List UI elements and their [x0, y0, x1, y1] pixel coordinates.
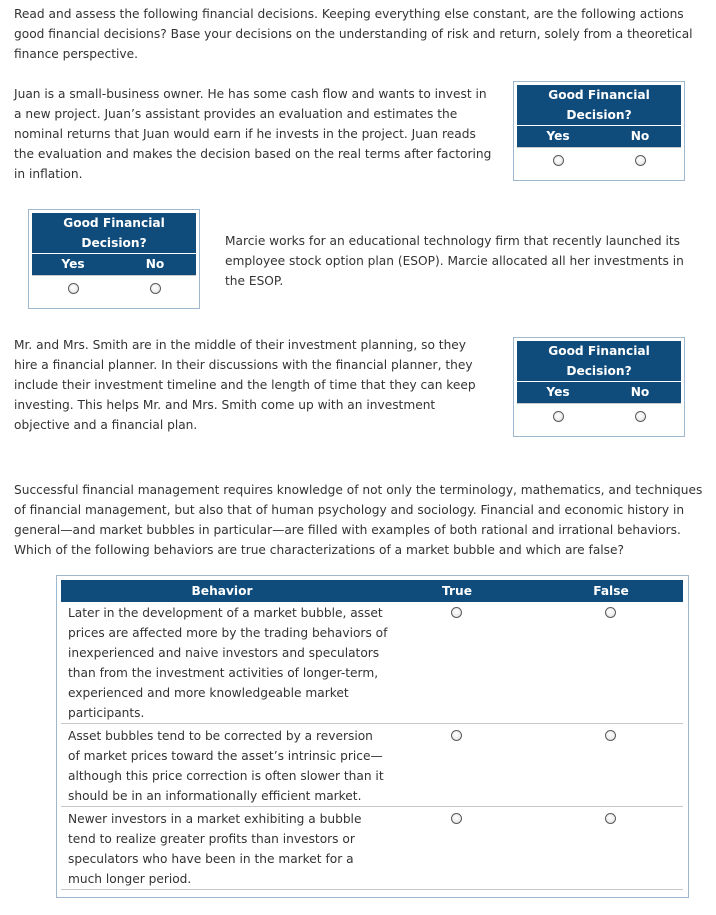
- true-column-header: True: [442, 584, 472, 598]
- intro-text: Read and assess the following financial decisions. Keeping everything else constant, are the following actions good financial decisions? Base your decisions on the understanding of risk and return, solely from a theoretical finance perspective.: [14, 7, 693, 61]
- decision-header: Good Financial Decision?: [517, 341, 681, 381]
- yes-label: Yes: [546, 385, 570, 399]
- marcie-no-radio[interactable]: [150, 283, 161, 294]
- decision-columns: [517, 381, 681, 403]
- behavior-text: Newer investors in a market exhibiting a bubble tend to realize greater profits than investors or speculators who have been in the market for a much longer period.: [68, 812, 362, 886]
- no-label: No: [630, 385, 650, 399]
- false-column-header: False: [593, 584, 629, 598]
- smith-no-radio[interactable]: [635, 411, 646, 422]
- yes-label: Yes: [61, 257, 85, 271]
- scenario-marcie-text: Marcie works for an educational technology firm that recently launched its employee stock option plan (ESOP). Marcie allocated all her investments in the ESOP.: [225, 234, 684, 288]
- table-row: [61, 726, 683, 807]
- decision-box-marcie: [28, 209, 200, 309]
- decision-columns: [517, 125, 681, 147]
- decision-box-juan: [513, 81, 685, 181]
- behavior-table: [56, 575, 689, 898]
- row2-false-radio[interactable]: [605, 730, 616, 741]
- no-label: No: [630, 129, 650, 143]
- row1-true-radio[interactable]: [451, 607, 462, 618]
- decision-box-smith: [513, 337, 685, 437]
- juan-no-radio[interactable]: [635, 155, 646, 166]
- row1-false-radio[interactable]: [605, 607, 616, 618]
- scenario-juan-text: Juan is a small-business owner. He has some cash flow and wants to invest in a new project. Juan’s assistant provides an evaluation and estimates the nominal returns that Juan would earn if he invests in the project. Juan reads the evaluation and makes the decision based on the real terms after factoring in inflation.: [14, 87, 492, 181]
- behavior-text: Asset bubbles tend to be corrected by a reversion of market prices toward the asset’s intrinsic price—although this price correction is often slower than it should be in an informationally efficient market.: [68, 729, 384, 803]
- behavior-column-header: Behavior: [191, 584, 253, 598]
- decision-header: Good Financial Decision?: [517, 85, 681, 125]
- bubble-intro-text: Successful financial management requires knowledge of not only the terminology, mathematics, and techniques of financial management, but also that of human psychology and sociology. Financial and economic history in general—and market bubbles in particular—are filled with examples of both rational and irrational behaviors. Which of the following behaviors are true characterizations of a market bubble and which are false?: [14, 483, 703, 557]
- marcie-yes-radio[interactable]: [68, 283, 79, 294]
- row3-false-radio[interactable]: [605, 813, 616, 824]
- row2-true-radio[interactable]: [451, 730, 462, 741]
- decision-columns: [32, 253, 196, 275]
- table-row: [61, 603, 683, 724]
- decision-header: Good Financial Decision?: [32, 213, 196, 253]
- table-header: [61, 580, 683, 602]
- smith-yes-radio[interactable]: [553, 411, 564, 422]
- juan-yes-radio[interactable]: [553, 155, 564, 166]
- yes-label: Yes: [546, 129, 570, 143]
- no-label: No: [145, 257, 165, 271]
- row3-true-radio[interactable]: [451, 813, 462, 824]
- behavior-text: Later in the development of a market bubble, asset prices are affected more by the trading behaviors of inexperienced and naive investors and speculators than from the investment activities of longer-term, experienced and more knowledgeable market participants.: [68, 606, 388, 720]
- table-row: [61, 809, 683, 890]
- scenario-smith-text: Mr. and Mrs. Smith are in the middle of their investment planning, so they hire a financial planner. In their discussions with the financial planner, they include their investment timeline and the length of time that they can keep investing. This helps Mr. and Mrs. Smith come up with an investment objective and a financial plan.: [14, 338, 476, 432]
